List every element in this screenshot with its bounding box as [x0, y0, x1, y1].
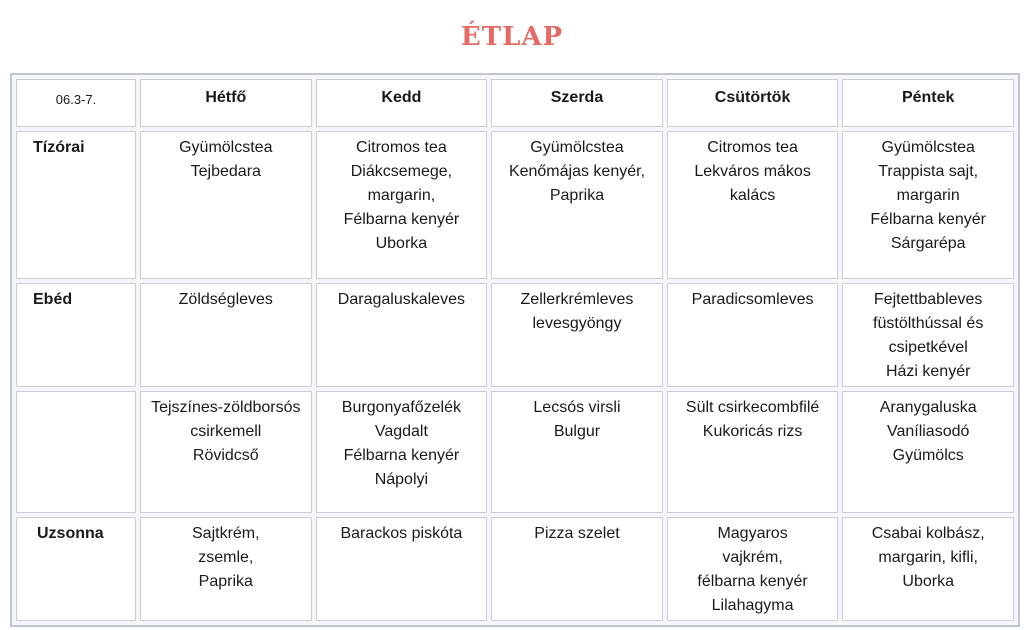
row-label-ebed: Ebéd [16, 283, 136, 387]
day-header-tuesday: Kedd [316, 79, 488, 127]
menu-cell: Daragaluskaleves [316, 283, 488, 387]
table-row-tizorai [16, 131, 1014, 279]
table-row-ebed-main [16, 391, 1014, 513]
date-range: 06.3-7. [16, 79, 136, 127]
page-title: ÉTLAP [460, 22, 564, 52]
menu-table [10, 73, 1020, 627]
menu-cell: Zöldségleves [140, 283, 312, 387]
row-label-uzsonna: Uzsonna [16, 517, 136, 621]
menu-cell: Citromos tea Diákcsemege, margarin, Félbarna kenyér Uborka [316, 131, 488, 279]
menu-cell: Gyümölcstea Trappista sajt, margarin Félbarna kenyér Sárgarépa [842, 131, 1014, 279]
menu-cell: Magyaros vajkrém, félbarna kenyér Lilahagyma [667, 517, 839, 621]
row-label-empty [16, 391, 136, 513]
menu-cell: Sült csirkecombfilé Kukoricás rizs [667, 391, 839, 513]
menu-cell: Zellerkrémleves levesgyöngy [491, 283, 663, 387]
menu-cell: Tejszínes-zöldborsós csirkemell Rövidcső [140, 391, 312, 513]
menu-cell: Gyümölcstea Tejbedara [140, 131, 312, 279]
day-header-friday: Péntek [842, 79, 1014, 127]
menu-cell: Csabai kolbász, margarin, kifli, Uborka [842, 517, 1014, 621]
menu-cell: Burgonyafőzelék Vagdalt Félbarna kenyér Nápolyi [316, 391, 488, 513]
menu-cell: Citromos tea Lekváros mákos kalács [667, 131, 839, 279]
menu-cell: Paradicsomleves [667, 283, 839, 387]
menu-cell: Pizza szelet [491, 517, 663, 621]
row-label-tizorai: Tízórai [16, 131, 136, 279]
table-row-ebed [16, 283, 1014, 387]
day-header-wednesday: Szerda [491, 79, 663, 127]
day-header-monday: Hétfő [140, 79, 312, 127]
menu-cell: Lecsós virsli Bulgur [491, 391, 663, 513]
menu-cell: Aranygaluska Vaníliasodó Gyümölcs [842, 391, 1014, 513]
menu-cell: Gyümölcstea Kenőmájas kenyér, Paprika [491, 131, 663, 279]
table-row-uzsonna [16, 517, 1014, 621]
day-header-thursday: Csütörtök [667, 79, 839, 127]
table-header-row [16, 79, 1014, 127]
menu-cell: Fejtettbableves füstölthússal és csipetkével Házi kenyér [842, 283, 1014, 387]
menu-cell: Sajtkrém, zsemle, Paprika [140, 517, 312, 621]
menu-cell: Barackos piskóta [316, 517, 488, 621]
